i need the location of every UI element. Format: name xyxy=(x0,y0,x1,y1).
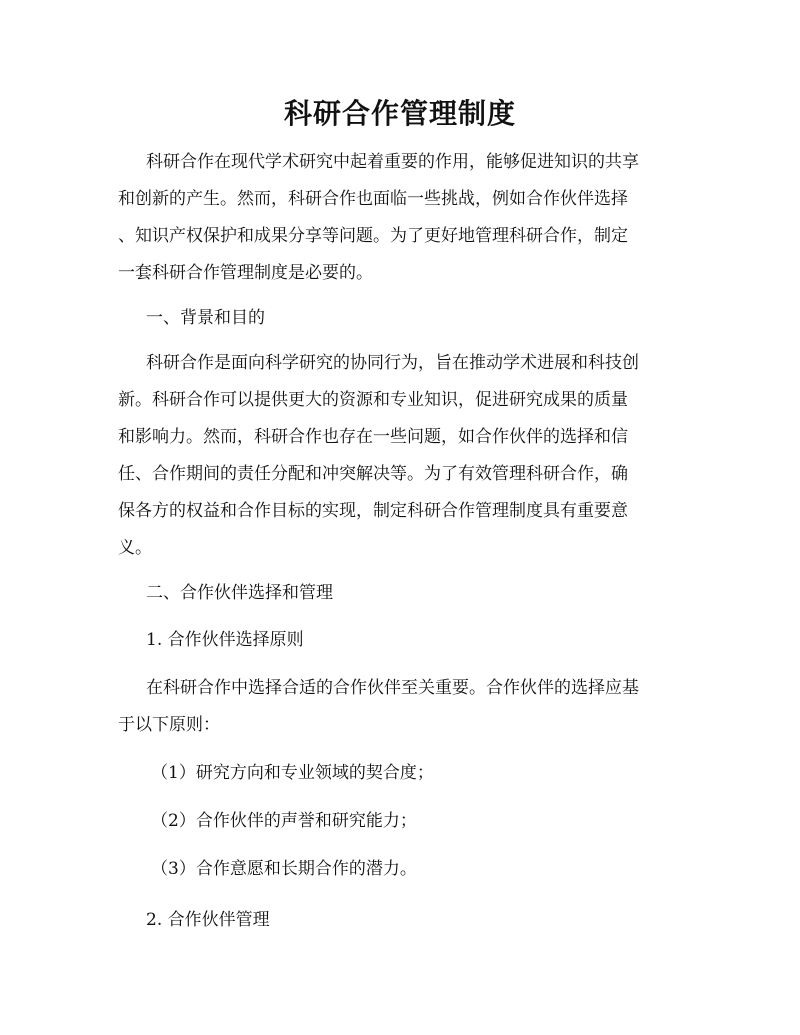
paragraph-line: 任、合作期间的责任分配和冲突解决等。为了有效管理科研合作，确 xyxy=(118,464,628,484)
paragraph-line: 和创新的产生。然而，科研合作也面临一些挑战，例如合作伙伴选择 xyxy=(118,189,628,209)
criteria-list xyxy=(118,755,684,792)
list-item: （1）研究方向和专业领域的契合度； xyxy=(151,763,434,783)
subsection-1-paragraph xyxy=(118,670,684,744)
paragraph-line: 、知识产权保护和成果分享等问题。为了更好地管理科研合作，制定 xyxy=(118,226,628,246)
subsection-2-heading: 2. 合作伙伴管理 xyxy=(146,910,270,930)
section-2-heading: 二、合作伙伴选择和管理 xyxy=(146,583,333,603)
intro-paragraph xyxy=(118,144,684,292)
section-1-paragraph xyxy=(118,345,684,567)
criteria-list xyxy=(118,803,684,840)
subsection-heading xyxy=(118,902,684,939)
paragraph-line: 科研合作是面向科学研究的协同行为，旨在推动学术进展和科技创 xyxy=(146,353,639,373)
list-item: （3）合作意愿和长期合作的潜力。 xyxy=(151,859,417,879)
paragraph-line: 新。科研合作可以提供更大的资源和专业知识，促进研究成果的质量 xyxy=(118,390,628,410)
section-1-heading: 一、背景和目的 xyxy=(146,308,265,328)
paragraph-line: 和影响力。然而，科研合作也存在一些问题，如合作伙伴的选择和信 xyxy=(118,427,628,447)
paragraph-line: 保各方的权益和合作目标的实现，制定科研合作管理制度具有重要意 xyxy=(118,501,628,521)
criteria-list xyxy=(118,851,684,888)
paragraph-line: 一套科研合作管理制度是必要的。 xyxy=(118,263,373,283)
section-heading xyxy=(118,575,684,612)
document-title: 科研合作管理制度 xyxy=(283,97,516,130)
paragraph-line: 科研合作在现代学术研究中起着重要的作用，能够促进知识的共享 xyxy=(146,152,639,172)
subsection-heading xyxy=(118,622,684,659)
paragraph-line: 义。 xyxy=(118,538,152,558)
paragraph-line: 在科研合作中选择合适的合作伙伴至关重要。合作伙伴的选择应基 xyxy=(146,678,639,698)
section-heading xyxy=(118,300,684,337)
list-item: （2）合作伙伴的声誉和研究能力； xyxy=(151,811,417,831)
paragraph-line: 于以下原则： xyxy=(118,715,220,735)
subsection-1-heading: 1. 合作伙伴选择原则 xyxy=(146,630,304,650)
